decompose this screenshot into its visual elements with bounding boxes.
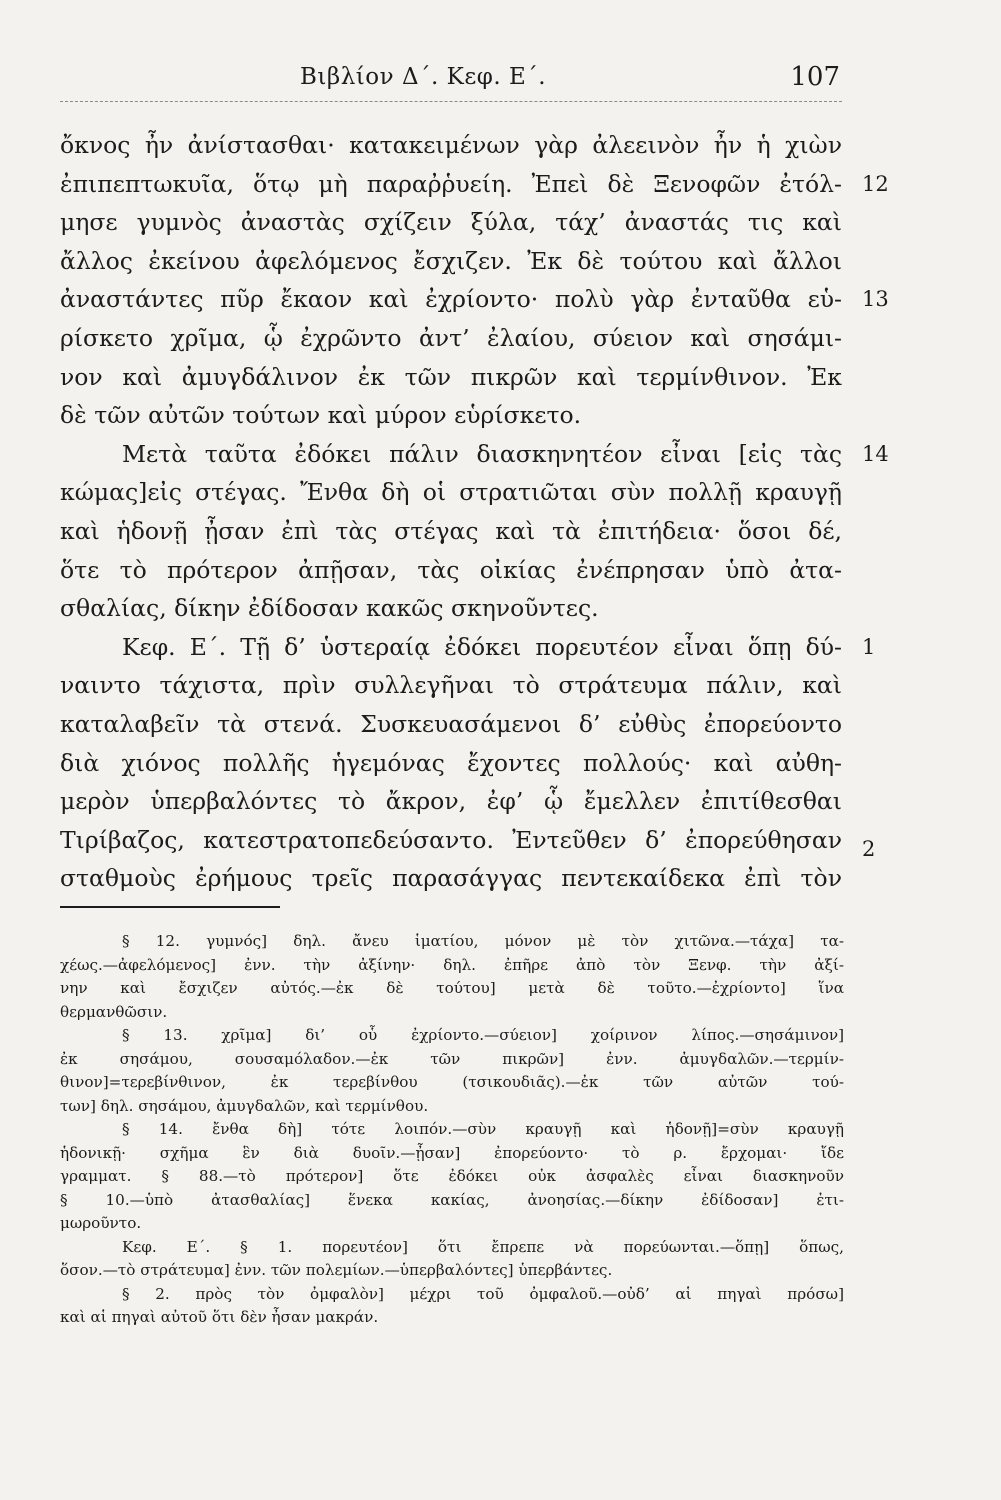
- text-line: Τιρίβαζος, κατεστρατοπεδεύσαντο. Ἐντεῦθεν δ’ ἐπορεύθησαν: [60, 825, 842, 854]
- text-line: Μετὰ ταῦτα ἐδόκει πάλιν διασκηνητέον εἶναι [εἰς τὰς: [122, 439, 842, 468]
- footnote-line: § 10.—ὑπὸ ἀτασθαλίας] ἕνεκα κακίας, ἀνοησίας.—δίκην ἐδίδοσαν] ἐτι-: [60, 1190, 844, 1209]
- page-number: 107: [790, 62, 840, 92]
- main-text: [60, 126, 889, 898]
- text-line: σθαλίας, δίκην ἐδίδοσαν κακῶς σκηνοῦντες.: [60, 594, 599, 623]
- running-head: [60, 60, 840, 100]
- footnotes: [60, 930, 844, 1330]
- footnote-line: § 12. γυμνός] δηλ. ἄνευ ἱματίου, μόνον μὲ τὸν χιτῶνα.—τάχα] τα-: [122, 932, 844, 950]
- text-line: καὶ ἡδονῇ ᾖσαν ἐπὶ τὰς στέγας καὶ τὰ ἐπιτήδεια· ὅσοι δέ,: [60, 516, 842, 545]
- footnote-line: ἡδονικῇ· σχῆμα ἓν διὰ δυοῖν.—ᾖσαν] ἐπορεύοντο· τὸ ρ. ἔρχομαι· ἴδε: [60, 1143, 844, 1162]
- footnote-line: των] δηλ. σησάμου, ἀμυγδαλῶν, καὶ τερμίνθου.: [60, 1096, 429, 1115]
- text-line: ὄκνος ἦν ἀνίστασθαι· κατακειμένων γὰρ ἀλεεινὸν ἦν ἡ χιὼν: [60, 131, 842, 159]
- footnote-line: § 14. ἔνθα δὴ] τότε λοιπόν.—σὺν κραυγῇ καὶ ἡδονῇ]=σὺν κραυγῇ: [122, 1120, 844, 1138]
- margin-section-number: 1: [862, 634, 876, 659]
- footnote-line: § 13. χρῖμα] δι’ οὗ ἐχρίοντο.—σύειον] χοίρινον λίπος.—σησάμινον]: [122, 1026, 844, 1044]
- text-line: μησε γυμνὸς ἀναστὰς σχίζειν ξύλα, τάχ’ ἀναστάς τις καὶ: [60, 208, 842, 237]
- footnote-line: γραμματ. § 88.—τὸ πρότερον] ὅτε ἐδόκει οὐκ ἀσφαλὲς εἶναι διασκηνοῦν: [60, 1167, 844, 1185]
- text-line: καταλαβεῖν τὰ στενά. Συσκευασάμενοι δ’ εὐθὺς ἐπορεύοντο: [60, 709, 842, 738]
- margin-section-number: 13: [862, 287, 889, 312]
- text-line: ἀναστάντες πῦρ ἔκαον καὶ ἐχρίοντο· πολὺ γὰρ ἐνταῦθα εὑ-: [60, 285, 842, 314]
- footnote-line: θινον]=τερεβίνθινον, ἐκ τερεβίνθου (τσικουδιᾶς).—ἐκ τῶν αὐτῶν τού-: [60, 1073, 844, 1091]
- text-line: ἐπιπεπτωκυῖα, ὅτῳ μὴ παραῤῥυείη. Ἐπεὶ δὲ Ξενοφῶν ἐτόλ-: [60, 169, 842, 198]
- text-line: νον καὶ ἀμυγδάλινον ἐκ τῶν πικρῶν καὶ τερμίνθινον. Ἐκ: [60, 362, 842, 391]
- text-line: ρίσκετο χρῖμα, ᾧ ἐχρῶντο ἀντ’ ἐλαίου, σύειον καὶ σησάμι-: [60, 323, 842, 352]
- footnote-line: ὅσον.—τὸ στράτευμα] ἐνν. τῶν πολεμίων.—ὑπερβαλόντες] ὑπερβάντες.: [60, 1261, 613, 1279]
- footnote-line: θερμανθῶσιν.: [60, 1002, 168, 1021]
- text-line: ἄλλος ἐκείνου ἀφελόμενος ἔσχιζεν. Ἐκ δὲ τούτου καὶ ἄλλοι: [60, 246, 842, 275]
- margin-section-number: 12: [862, 171, 889, 196]
- footnote-line: § 2. πρὸς τὸν ὀμφαλὸν] μέχρι τοῦ ὀμφαλοῦ.—οὐδ’ αἱ πηγαὶ πρόσω]: [122, 1284, 844, 1303]
- text-line: μερὸν ὑπερβαλόντες τὸ ἄκρον, ἐφ’ ᾧ ἔμελλεν ἐπιτίθεσθαι: [60, 787, 842, 816]
- margin-section-number: 2: [862, 837, 876, 861]
- footnote-line: νην καὶ ἔσχιζεν αὐτός.—ἐκ δὲ τούτου] μετὰ δὲ τοῦτο.—ἐχρίοντο] ἵνα: [60, 979, 844, 997]
- header-rule: [60, 101, 842, 102]
- footnote-line: μωροῦντο.: [60, 1214, 142, 1232]
- footnote-rule: [60, 906, 280, 908]
- text-line: ὅτε τὸ πρότερον ἀπῇσαν, τὰς οἰκίας ἐνέπρησαν ὑπὸ ἀτα-: [60, 555, 842, 584]
- footnote-line: χέως.—ἀφελόμενος] ἐνν. τὴν ἀξίνην· δηλ. ἐπῆρε ἀπὸ τὸν Ξενφ. τὴν ἀξί-: [60, 955, 844, 974]
- footnote-line: Κεφ. Ε΄. § 1. πορευτέον] ὅτι ἔπρεπε νὰ πορεύωνται.—ὅπῃ] ὅπως,: [122, 1237, 844, 1256]
- text-line: Κεφ. Ε΄. Τῇ δ’ ὑστεραίᾳ ἐδόκει πορευτέον εἶναι ὅπῃ δύ-: [122, 632, 842, 661]
- footnote-line: καὶ αἱ πηγαὶ αὐτοῦ ὅτι δὲν ἦσαν μακράν.: [60, 1308, 379, 1326]
- running-title: Βιβλίον Δ΄. Κεφ. Ε΄.: [300, 64, 547, 90]
- text-line: δὲ τῶν αὐτῶν τούτων καὶ μύρον εὑρίσκετο.: [60, 401, 582, 430]
- text-line: κώμας]εἰς στέγας. Ἔνθα δὴ οἱ στρατιῶται σὺν πολλῇ κραυγῇ: [60, 478, 842, 507]
- text-line: διὰ χιόνος πολλῆς ἡγεμόνας ἔχοντες πολλούς· καὶ αὐθη-: [60, 748, 842, 777]
- margin-section-number: 14: [862, 441, 889, 466]
- footnote-line: ἐκ σησάμου, σουσαμόλαδον.—ἐκ τῶν πικρῶν] ἐνν. ἀμυγδαλῶν.—τερμίν-: [60, 1049, 844, 1068]
- text-line: σταθμοὺς ἐρήμους τρεῖς παρασάγγας πεντεκαίδεκα ἐπὶ τὸν: [60, 864, 842, 893]
- text-line: ναιντο τάχιστα, πρὶν συλλεγῆναι τὸ στράτευμα πάλιν, καὶ: [60, 671, 842, 700]
